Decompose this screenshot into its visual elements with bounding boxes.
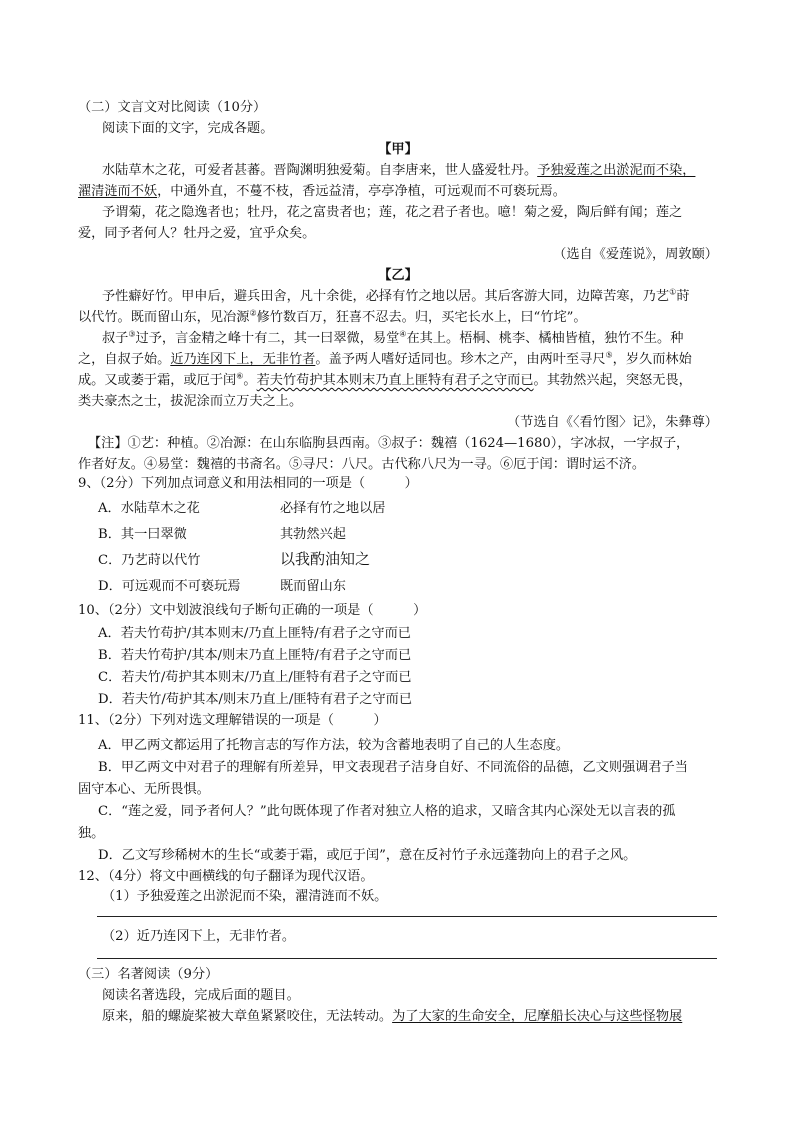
q9-option-right: 以我酌油知之 <box>280 550 371 568</box>
section-heading-classics: （三）名著阅读（9分） <box>78 967 219 982</box>
text-span: 。盖予两人嗜好适同也。珍木之产，由两叶至寻尺 <box>315 352 606 367</box>
q10-option-d[interactable]: D．若夫竹/苟护其本/则末乃直上/匪特有君子之守而已 <box>98 692 413 707</box>
passage-yi-line <box>78 351 718 369</box>
section-intro: 阅读名著选段，完成后面的题目。 <box>102 988 300 1003</box>
question-9-stem: 9、（2分）下列加点词意义和用法相同的一项是（ ） <box>78 476 418 491</box>
q11-option-b[interactable]: B．甲乙两文中对君子的理解有所差异，甲文表现君子洁身自好、不同流俗的品德，乙文则强调君子当 <box>98 760 688 775</box>
q9-option-right: 其勃然兴起 <box>280 527 346 542</box>
q9-option-right: 必择有竹之地以居 <box>280 501 386 516</box>
wavy-underlined-sentence: 若夫竹苟护其本则末乃直上匪特有君子之守而已 <box>256 373 534 388</box>
section-3-passage-line <box>102 1008 742 1026</box>
footnote-mark: ⑤ <box>605 350 613 360</box>
passage-yi-line <box>102 288 742 306</box>
text-span: ，中通外直，不蔓不枝，香远益清，亭亭净植，可远观而不可亵玩焉。 <box>157 184 566 199</box>
q9-option-left[interactable]: D．可远观而不可亵玩焉 <box>98 579 241 594</box>
passage-jia-line: 爱，同予者何人？牡丹之爱，宜乎众矣。 <box>78 226 316 241</box>
passage-yi-line <box>78 372 718 390</box>
text-span: 水陆草木之花，可爱者甚蕃。晋陶渊明独爱菊。自李唐来，世人盛爱牡丹。 <box>102 163 538 178</box>
q12-sentence-2: （2）近乃连冈下上，无非竹者。 <box>102 929 296 944</box>
q9-option-right: 既而留山东 <box>280 579 346 594</box>
text-span: 之，自叔子始。 <box>78 352 171 367</box>
footnote-mark: ③ <box>128 329 136 339</box>
text-span: 叔子 <box>102 331 129 346</box>
underlined-sentence: 濯清涟而不妖 <box>78 184 158 199</box>
question-10-stem: 10、（2分）文中划波浪线句子断句正确的一项是（ ） <box>78 603 427 618</box>
footnote-mark: ⑥ <box>236 371 244 381</box>
footnote-mark: ② <box>249 308 257 318</box>
text-span: 。 <box>243 373 257 388</box>
text-span: 原来，船的螺旋桨被大章鱼紧紧咬住，无法转动。 <box>102 1009 393 1024</box>
underlined-sentence: 为了大家的生命安全，尼摩船长决心与这些怪物展 <box>392 1009 683 1024</box>
q10-option-c[interactable]: C．若夫竹/苟护其本则末/乃直上/匪特有君子之守而已 <box>98 670 412 685</box>
q10-option-b[interactable]: B．若夫竹苟护/其本/则末乃直上匪特/有君子之守而已 <box>98 648 412 663</box>
q11-option-c-cont: 独。 <box>78 826 105 841</box>
section-heading-classical: （二）文言文对比阅读（10分） <box>78 100 267 115</box>
footnote-line: 【注】①艺：种植。②冶源：在山东临朐县西南。③叔子：魏禧（1624—1680），字冰叔，一字叔子， <box>88 436 690 451</box>
underlined-sentence: 予独爱莲之出淤泥而不染， <box>537 163 696 178</box>
text-span: 过予，言金精之峰十有二，其一曰翠微，易堂 <box>135 331 400 346</box>
q11-option-c[interactable]: C．“莲之爱，同予者何人？”此句既体现了作者对独立人格的追求，又暗含其内心深处无以言表的孤 <box>98 804 676 819</box>
passage-jia-line <box>102 162 742 180</box>
q11-option-a[interactable]: A．甲乙两文都运用了托物言志的写作方法，较为含蓄地表明了自己的人生态度。 <box>98 738 570 753</box>
text-span: ，岁久而林始 <box>612 352 692 367</box>
passage-yi-line <box>78 309 718 327</box>
answer-line[interactable] <box>97 958 717 959</box>
text-span: 莳 <box>676 289 690 304</box>
footnote-mark: ④ <box>399 329 407 339</box>
text-span: 。其勃然兴起，突怒无畏， <box>533 373 692 388</box>
passage-jia-source: （选自《爱莲说》，周敦颐） <box>553 247 718 262</box>
q9-option-left[interactable]: C．乃艺莳以代竹 <box>98 553 201 568</box>
footnote-line: 作者好友。④易堂：魏禧的书斋名。⑤寻尺：八尺。古代称八尺为一寻。⑥厄于闰：谓时运不济。 <box>78 457 646 472</box>
passage-jia-title: 【甲】 <box>378 142 418 157</box>
passage-yi-line: 类夫豪杰之士，拔泥涂而立万夫之上。 <box>78 394 303 409</box>
section-intro: 阅读下面的文字，完成各题。 <box>102 121 274 136</box>
underlined-sentence: 近乃连冈下上，无非竹者 <box>170 352 316 367</box>
text-span: 以代竹。既而留山东，见冶源 <box>78 310 250 325</box>
passage-jia-line: 予谓菊，花之隐逸者也；牡丹，花之富贵者也；莲，花之君子者也。噫！菊之爱，陶后鲜有闻；莲之 <box>102 205 683 220</box>
q11-option-d[interactable]: D．乙文写珍稀树木的生长“或萎于霜，或厄于闰”，意在反衬竹子永远蓬勃向上的君子之风。 <box>98 848 637 863</box>
text-span: 在其上。梧桐、桃李、橘柚皆植，独竹不生。种 <box>406 331 684 346</box>
question-11-stem: 11、（2分）下列对选文理解错误的一项是（ ） <box>78 713 387 728</box>
question-12-stem: 12、（4分）将文中画横线的句子翻译为现代汉语。 <box>78 869 374 884</box>
q10-option-a[interactable]: A．若夫竹苟护/其本则末/乃直上匪特/有君子之守而已 <box>98 626 411 641</box>
q12-sentence-1: （1）予独爱莲之出淤泥而不染，濯清涟而不妖。 <box>102 889 388 904</box>
passage-yi-title: 【乙】 <box>378 268 418 283</box>
text-span: 成。又或萎于霜，或厄于闰 <box>78 373 237 388</box>
footnote-mark: ① <box>669 287 677 297</box>
q9-option-left[interactable]: B．其一曰翠微 <box>98 527 187 542</box>
q11-option-b-cont: 固守本心、无所畏惧。 <box>78 782 210 797</box>
text-span: 予性癖好竹。甲申后，避兵田舍，凡十余徙，必择有竹之地以居。其后客游大同，边障苦寒，乃艺 <box>102 289 670 304</box>
text-span: 修竹数百万，狂喜不忍去。归，买宅长水上，曰“竹垞”。 <box>256 310 587 325</box>
passage-jia-line <box>78 183 718 201</box>
answer-line[interactable] <box>97 916 717 917</box>
passage-yi-source: （节选自《〈看竹图〉记》，朱彝尊） <box>507 415 718 430</box>
passage-yi-line <box>102 330 742 348</box>
q9-option-left[interactable]: A．水陆草木之花 <box>98 501 200 516</box>
